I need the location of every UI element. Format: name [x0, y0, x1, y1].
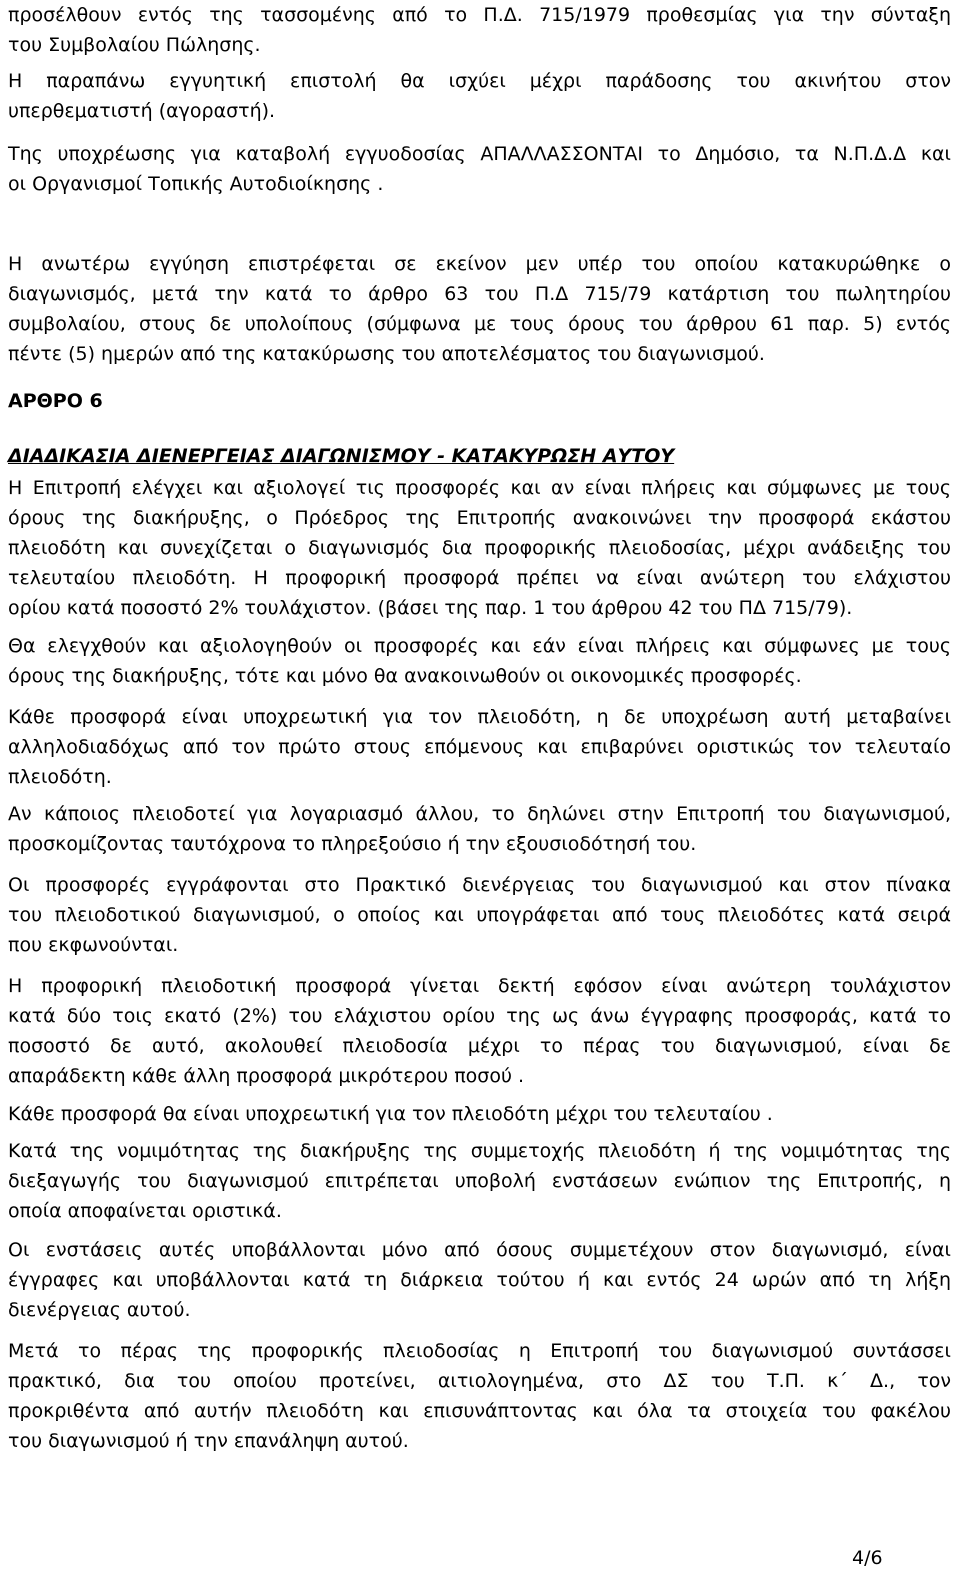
paragraph-line: πλειοδότη και συνεχίζεται ο διαγωνισμός δια προφορικής πλειοδοσίας, μέχρι ανάδειξης του [8, 537, 951, 559]
paragraph-line: Μετά το πέρας της προφορικής πλειοδοσίας η Επιτροπή του διαγωνισμού συντάσσει [8, 1340, 951, 1362]
paragraph-line: συμβολαίου, στους δε υπολοίπους (σύμφωνα με τους όρους του άρθρου 61 παρ. 5) εντός [8, 313, 951, 335]
paragraph-line: Η Επιτροπή ελέγχει και αξιολογεί τις προσφορές και αν είναι πλήρεις και σύμφωνες με τους [8, 477, 951, 499]
paragraph-line: Οι προσφορές εγγράφονται στο Πρακτικό διενέργειας του διαγωνισμού και στον πίνακα [8, 874, 951, 896]
paragraph-line: όρους της διακήρυξης, ο Πρόεδρος της Επιτροπής ανακοινώνει την προσφορά εκάστου [8, 507, 951, 529]
page-number: 4/6 [852, 1547, 883, 1569]
paragraph-line: Η ανωτέρω εγγύηση επιστρέφεται σε εκείνον μεν υπέρ του οποίου κατακυρώθηκε ο [8, 253, 951, 275]
article-title: ΔΙΑΔΙΚΑΣΙΑ ΔΙΕΝΕΡΓΕΙΑΣ ΔΙΑΓΩΝΙΣΜΟΥ - ΚΑΤΑΚΥΡΩΣΗ ΑΥΤΟΥ [8, 445, 675, 467]
paragraph-line: πέντε (5) ημερών από της κατακύρωσης του αποτελέσματος του διαγωνισμού. [8, 343, 765, 365]
paragraph-line: αλληλοδιαδόχως από τον πρώτο στους επόμενους και επιβαρύνει οριστικώς τον τελευταίο [8, 736, 951, 758]
paragraph-line: ορίου κατά ποσοστό 2% τουλάχιστον. (βάσει της παρ. 1 του άρθρου 42 του ΠΔ 715/79). [8, 597, 853, 619]
paragraph-line: πρακτικό, δια του οποίου προτείνει, αιτιολογημένα, στο ΔΣ του Τ.Π. κ΄ Δ., τον [8, 1370, 951, 1392]
paragraph-line: τελευταίου πλειοδότη. Η προφορική προσφορά πρέπει να είναι ανώτερη του ελάχιστου [8, 567, 951, 589]
paragraph-line: Θα ελεγχθούν και αξιολογηθούν οι προσφορές και εάν είναι πλήρεις και σύμφωνες με τους [8, 635, 951, 657]
paragraph-line: Οι ενστάσεις αυτές υποβάλλονται μόνο από όσους συμμετέχουν στον διαγωνισμό, είναι [8, 1239, 951, 1261]
paragraph-line: Αν κάποιος πλειοδοτεί για λογαριασμό άλλου, το δηλώνει στην Επιτροπή του διαγωνισμού, [8, 803, 951, 825]
paragraph-line: διεξαγωγής του διαγωνισμού επιτρέπεται υποβολή ενστάσεων ενώπιον της Επιτροπής, η [8, 1170, 951, 1192]
paragraph-line: του Συμβολαίου Πώλησης. [8, 34, 261, 56]
paragraph-line: Κατά της νομιμότητας της διακήρυξης της συμμετοχής πλειοδότη ή της νομιμότητας της [8, 1140, 951, 1162]
paragraph-line: του πλειοδοτικού διαγωνισμού, ο οποίος και υπογράφεται από τους πλειοδότες κατά σειρά [8, 904, 951, 926]
paragraph-line: Κάθε προσφορά είναι υποχρεωτική για τον πλειοδότη, η δε υποχρέωση αυτή μεταβαίνει [8, 706, 951, 728]
paragraph-line: ποσοστό δε αυτό, ακολουθεί πλειοδοσία μέχρι το πέρας του διαγωνισμού, είναι δε [8, 1035, 951, 1057]
paragraph-line: Κάθε προσφορά θα είναι υποχρεωτική για τον πλειοδότη μέχρι του τελευταίου . [8, 1103, 773, 1125]
paragraph-line: προσέλθουν εντός της τασσομένης από το Π.Δ. 715/1979 προθεσμίας για την σύνταξη [8, 4, 951, 26]
paragraph-line: Της υποχρέωσης για καταβολή εγγυοδοσίας ΑΠΑΛΛΑΣΣΟΝΤΑΙ το Δημόσιο, τα Ν.Π.Δ.Δ και [8, 143, 951, 165]
paragraph-line: που εκφωνούνται. [8, 934, 179, 956]
paragraph-line: όρους της διακήρυξης, τότε και μόνο θα ανακοινωθούν οι οικονομικές προσφορές. [8, 665, 802, 687]
paragraph-line: απαράδεκτη κάθε άλλη προσφορά μικρότερου ποσού . [8, 1065, 525, 1087]
paragraph-line: πλειοδότη. [8, 766, 112, 788]
paragraph-line: προσκομίζοντας ταυτόχρονα το πληρεξούσιο ή την εξουσιοδότησή του. [8, 833, 697, 855]
article-heading: ΑΡΘΡΟ 6 [8, 390, 103, 412]
paragraph-line: οποία αποφαίνεται οριστικά. [8, 1200, 282, 1222]
paragraph-line: διενέργειας αυτού. [8, 1299, 191, 1321]
paragraph-line: του διαγωνισμού ή την επανάληψη αυτού. [8, 1430, 409, 1452]
paragraph-line: έγγραφες και υποβάλλονται κατά τη διάρκεια τούτου ή και εντός 24 ωρών από τη λήξη [8, 1269, 951, 1291]
paragraph-line: οι Οργανισμοί Τοπικής Αυτοδιοίκησης . [8, 173, 384, 195]
paragraph-line: κατά δύο τοις εκατό (2%) του ελάχιστου ορίου της ως άνω έγγραφης προσφοράς, κατά το [8, 1005, 951, 1027]
paragraph-line: Η προφορική πλειοδοτική προσφορά γίνεται δεκτή εφόσον είναι ανώτερη τουλάχιστον [8, 975, 951, 997]
paragraph-line: Η παραπάνω εγγυητική επιστολή θα ισχύει μέχρι παράδοσης του ακινήτου στον [8, 70, 951, 92]
paragraph-line: διαγωνισμός, μετά την κατά το άρθρο 63 του Π.Δ 715/79 κατάρτιση του πωλητηρίου [8, 283, 951, 305]
paragraph-line: υπερθεματιστή (αγοραστή). [8, 100, 276, 122]
paragraph-line: προκριθέντα από αυτήν πλειοδότη και επισυνάπτοντας και όλα τα στοιχεία του φακέλου [8, 1400, 951, 1422]
